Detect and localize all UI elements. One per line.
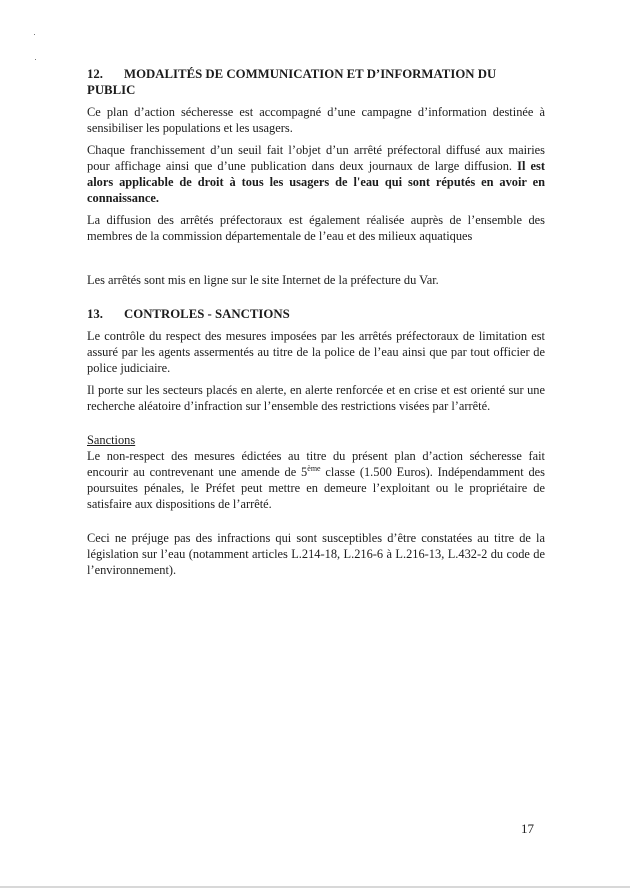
section-12-heading bbox=[87, 66, 545, 98]
sanctions-block bbox=[87, 432, 545, 512]
scan-speck bbox=[35, 59, 36, 60]
section-12-paragraph-3: La diffusion des arrêtés préfectoraux est également réalisée auprès de l’ensemble des membres de la commission départementale de l’eau et des milieux aquatiques bbox=[87, 213, 545, 243]
section-12-paragraph-2-text: Chaque franchissement d’un seuil fait l’objet d’un arrêté préfectoral diffusé aux mairies pour affichage ainsi que d’une publication dans deux journaux de large diffusion. bbox=[87, 143, 545, 173]
section-12-number: 12. bbox=[87, 67, 103, 81]
section-13-paragraph-2: Il porte sur les secteurs placés en alerte, en alerte renforcée et en crise et est orienté sur une recherche aléatoire d’infraction sur l’ensemble des restrictions visées par l’arrêté. bbox=[87, 383, 545, 413]
section-12-paragraph-1: Ce plan d’action sécheresse est accompagné d’une campagne d’information destinée à sensibiliser les populations et les usagers. bbox=[87, 105, 545, 135]
section-13-heading bbox=[87, 306, 545, 322]
section-12-paragraph-2 bbox=[87, 142, 545, 206]
spacer bbox=[87, 294, 545, 306]
section-13-number: 13. bbox=[87, 307, 103, 321]
sanctions-text-start: Le non-respect des mesures édictées au titre du présent plan d’action sécheresse fait encourir au contrevenant une amende de 5 bbox=[87, 449, 545, 479]
sanctions-superscript: ème bbox=[307, 463, 321, 473]
sanctions-text-end: classe (1.500 Euros). Indépendamment des poursuites pénales, le Préfet peut mettre en demeure l’exploitant ou le propriétaire de satisfaire aux dispositions de l’arrêté. bbox=[87, 465, 545, 511]
section-12-paragraph-4: Les arrêtés sont mis en ligne sur le site Internet de la préfecture du Var. bbox=[87, 273, 439, 287]
spacer bbox=[87, 250, 545, 272]
section-12-title: MODALITÉS DE COMMUNICATION ET D’INFORMATION DU PUBLIC bbox=[87, 67, 497, 97]
spacer bbox=[87, 518, 545, 530]
section-13-final-paragraph: Ceci ne préjuge pas des infractions qui sont susceptibles d’être constatées au titre de la législation sur l’eau (notamment articles L.214-18, L.216-6 à L.216-13, L.432-2 du code de l’environnement). bbox=[87, 531, 545, 577]
section-13-paragraph-1: Le contrôle du respect des mesures imposées par les arrêtés préfectoraux de limitation est assuré par les agents assermentés au titre de la police de l’eau ainsi que par tout officier de police judiciaire. bbox=[87, 329, 545, 375]
scan-edge bbox=[0, 886, 630, 888]
sanctions-heading: Sanctions bbox=[87, 433, 136, 447]
page-number: 17 bbox=[521, 821, 534, 836]
spacer bbox=[87, 420, 545, 432]
section-12-paragraph-2-emphasis: Il est alors applicable de droit à tous les usagers de l'eau qui sont réputés en avoir en connaissance. bbox=[87, 159, 546, 205]
section-13-title: CONTROLES - SANCTIONS bbox=[124, 307, 290, 321]
scan-speck bbox=[34, 34, 35, 35]
page-content bbox=[87, 66, 545, 584]
